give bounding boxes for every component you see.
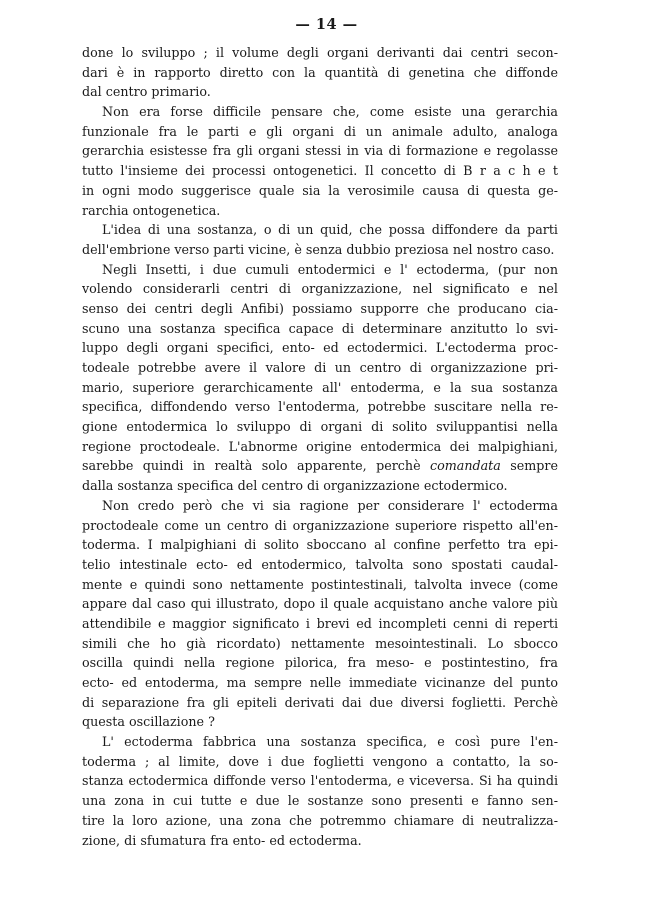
- text-line: Non era forse difficile pensare che, come esiste una gerarchia: [102, 104, 558, 120]
- text-line: dari è in rapporto diretto con la quantità di genetina che diffonde: [82, 64, 558, 80]
- text-line: senso dei centri degli Anfibi) possiamo supporre che producano cia-: [82, 300, 558, 316]
- text-line: rarchia ontogenetica.: [82, 202, 221, 218]
- text-line: questa oscillazione ?: [82, 714, 215, 730]
- text-line: L'idea di una sostanza, o di un quid, che possa diffondere da parti: [102, 222, 558, 238]
- text-line: appare dal caso qui illustrato, dopo il quale acquistano anche valore più: [82, 596, 558, 612]
- text-line: toderma ; al limite, dove i due foglietti vengono a contatto, la so-: [82, 753, 558, 769]
- text-line: stanza ectodermica diffonde verso l'entoderma, e viceversa. Si ha quindi: [82, 773, 558, 789]
- text-line: funzionale fra le parti e gli organi di un animale adulto, analoga: [82, 123, 558, 139]
- text-line: tutto l'insieme dei processi ontogenetici. Il concetto di B r a c h e t: [82, 163, 558, 179]
- text-line: dal centro primario.: [82, 84, 211, 100]
- emphasized-word: comandata: [429, 458, 501, 474]
- text-line: simili che ho già ricordato) nettamente mesointestinali. Lo sbocco: [82, 635, 558, 651]
- text-line: dalla sostanza specifica del centro di organizzazione ectodermico.: [82, 478, 508, 494]
- text-line: oscilla quindi nella regione pilorica, fra meso- e postintestino, fra: [82, 655, 558, 671]
- text-line: una zona in cui tutte e due le sostanze sono presenti e fanno sen-: [82, 793, 558, 809]
- text-line: zione, di sfumatura fra ento- ed ectoderma.: [82, 832, 362, 848]
- text-line: regione proctodeale. L'abnorme origine entodermica dei malpighiani,: [82, 438, 558, 454]
- page-number: — 14 —: [295, 16, 358, 33]
- text-span: sempre: [510, 458, 558, 474]
- text-line: gerarchia esistesse fra gli organi stessi in via di formazione e regolasse: [82, 143, 558, 159]
- text-line: di separazione fra gli epiteli derivati dai due diversi foglietti. Perchè: [82, 694, 558, 710]
- text-line: done lo sviluppo ; il volume degli organi derivanti dai centri secon-: [82, 45, 558, 60]
- text-line: L' ectoderma fabbrica una sostanza specifica, e così pure l'en-: [102, 734, 558, 750]
- text-line: luppo degli organi specifici, ento- ed ectodermici. L'ectoderma proc-: [82, 340, 558, 356]
- text-line: toderma. I malpighiani di solito sboccano al confine perfetto tra epi-: [82, 537, 558, 553]
- text-line: mente e quindi sono nettamente postintestinali, talvolta invece (come: [82, 576, 558, 592]
- text-line: gione entodermica lo sviluppo di organi di solito sviluppantisi nella: [82, 419, 558, 435]
- text-line: tire la loro azione, una zona che potremmo chiamare di neutralizza-: [82, 812, 558, 828]
- text-line: Negli Insetti, i due cumuli entodermici e l' ectoderma, (pur non: [102, 261, 558, 277]
- text-line: Non credo però che vi sia ragione per considerare l' ectoderma: [102, 497, 558, 513]
- text-line: ecto- ed entoderma, ma sempre nelle immediate vicinanze del punto: [82, 675, 558, 690]
- text-line: volendo considerarli centri di organizzazione, nel significato e nel: [82, 281, 558, 297]
- text-span: sarebbe quindi in realtà solo apparente, perchè: [82, 458, 421, 474]
- text-line: todeale potrebbe avere il valore di un centro di organizzazione pri-: [82, 360, 558, 375]
- body-text: [82, 43, 558, 850]
- text-line: mario, superiore gerarchicamente all' entoderma, e la sua sostanza: [82, 379, 558, 395]
- text-line: [82, 456, 558, 476]
- text-line: attendibile e maggior significato i brevi ed incompleti cenni di reperti: [82, 615, 558, 631]
- text-line: specifica, diffondendo verso l'entoderma, potrebbe suscitare nella re-: [82, 399, 558, 415]
- text-line: proctodeale come un centro di organizzazione superiore rispetto all'en-: [82, 517, 558, 533]
- text-line: in ogni modo suggerisce quale sia la verosimile causa di questa ge-: [82, 182, 558, 198]
- text-line: scuno una sostanza specifica capace di determinare anzitutto lo svi-: [82, 320, 558, 336]
- text-line: dell'embrione verso parti vicine, è senza dubbio preziosa nel nostro caso.: [82, 241, 555, 257]
- text-line: telio intestinale ecto- ed entodermico, talvolta sono spostati caudal-: [82, 556, 558, 572]
